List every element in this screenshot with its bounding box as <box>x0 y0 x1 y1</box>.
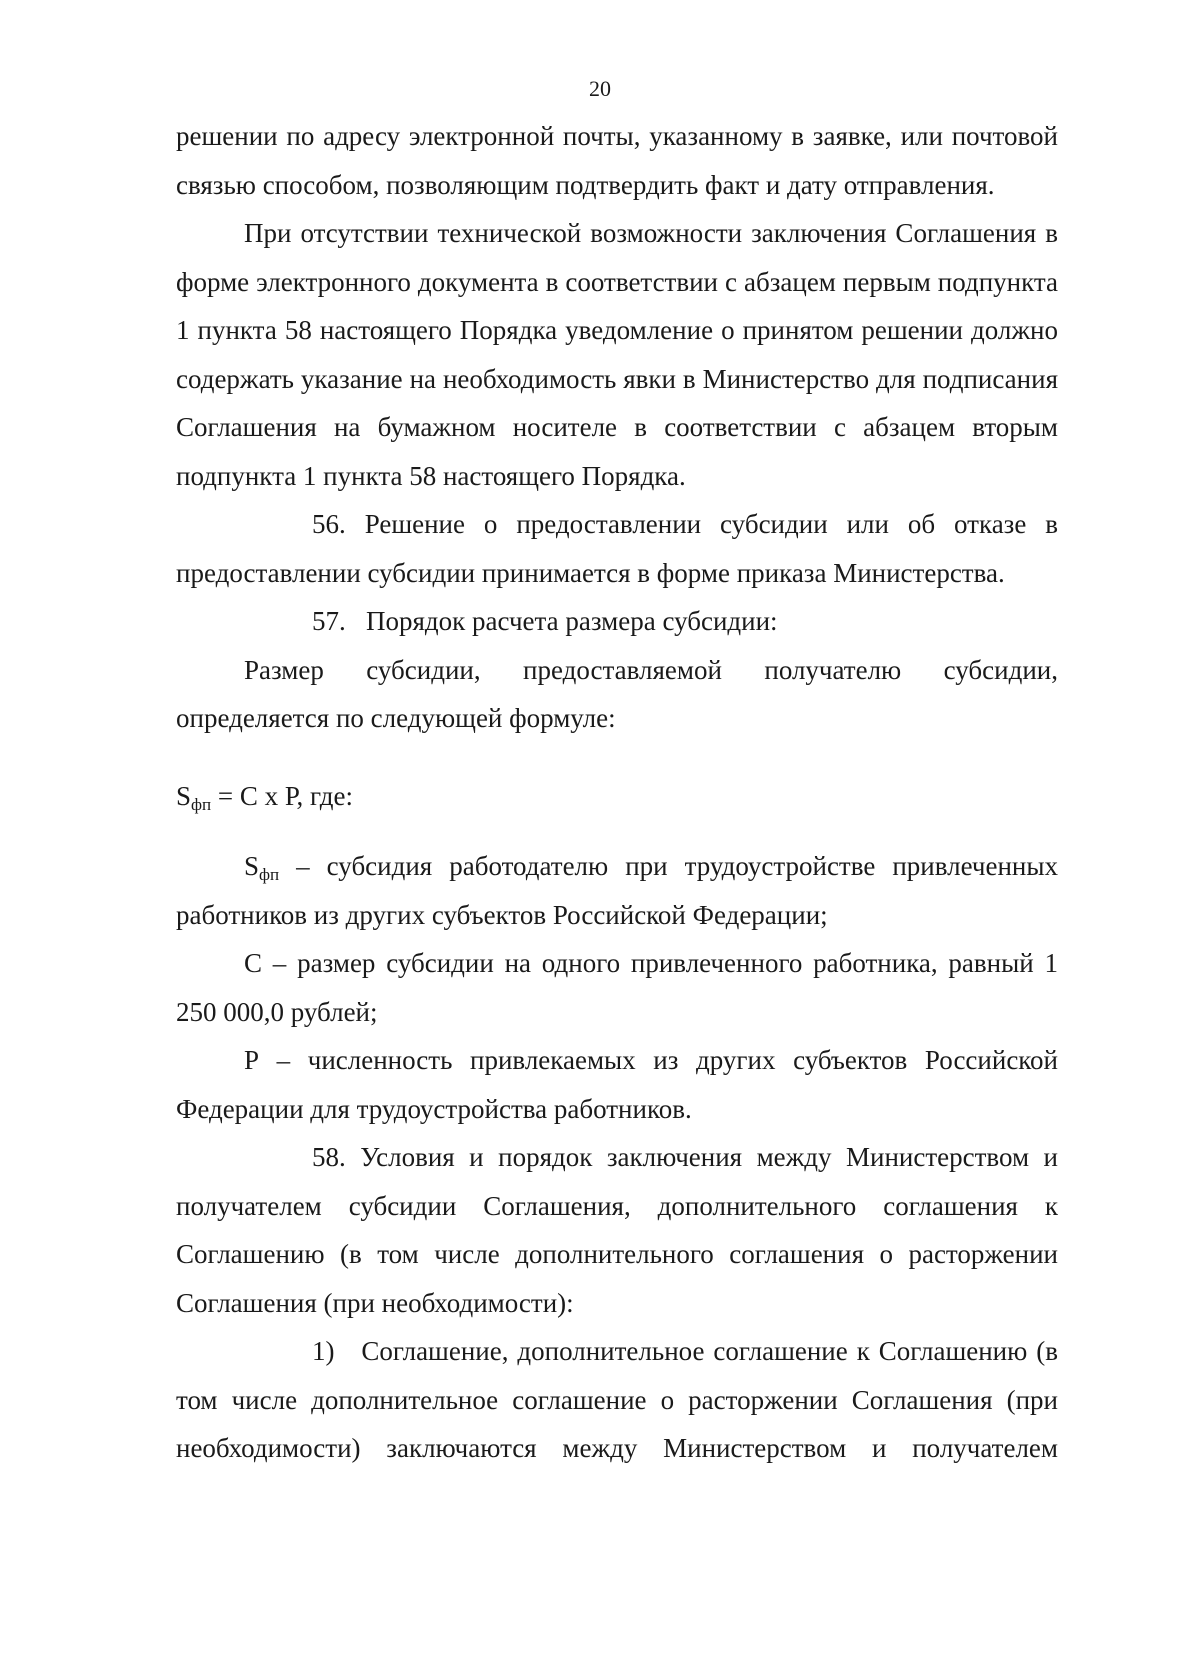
paragraph-56-number: 56. <box>312 509 346 539</box>
definition-s-symbol: S <box>244 851 260 881</box>
definition-p: Р – численность привлекаемых из других субъектов Российской Федерации для трудоустройства работников. <box>176 1045 1058 1124</box>
paragraph-58 <box>176 1133 1058 1327</box>
page-number: 20 <box>589 76 611 101</box>
paragraph-56 <box>176 500 1058 597</box>
paragraph-56-text: Решение о предоставлении субсидии или об отказе в предоставлении субсидии принимается в форме приказа Министерства. <box>176 509 1058 588</box>
definition-c: С – размер субсидии на одного привлеченного работника, равный 1 250 000,0 рублей; <box>176 948 1058 1027</box>
definition-s <box>176 842 1058 939</box>
paragraph-58-number: 58. <box>312 1142 346 1172</box>
paragraph-58-item-1-text: Соглашение, дополнительное соглашение к Соглашению (в том числе дополнительное соглашение о расторжении Соглашения (при необходимости) заключаются между Министерством и получателем <box>176 1336 1058 1463</box>
formula-expression: = С х Р, где: <box>211 780 353 811</box>
paragraph-57-number: 57. <box>312 606 346 636</box>
definition-s-text: – субсидия работодателю при трудоустройстве привлеченных работников из других субъектов Российской Федерации; <box>176 851 1058 930</box>
paragraph-57 <box>176 597 1058 646</box>
subsidy-formula <box>176 772 1058 821</box>
paragraph-58-item-1 <box>176 1327 1058 1473</box>
paragraph-subsidy-size: Размер субсидии, предоставляемой получателю субсидии, определяется по следующей формуле: <box>176 654 1058 733</box>
paragraph-58-item-1-number: 1) <box>312 1336 335 1366</box>
document-body <box>176 112 1058 1473</box>
formula-subscript: фп <box>191 794 212 814</box>
paragraph-58-text: Условия и порядок заключения между Министерством и получателем субсидии Соглашения, дополнительного соглашения к Соглашению (в том числе дополнительного соглашения о расторжении Соглашения (при необходимости): <box>176 1142 1059 1318</box>
formula-symbol-s: S <box>176 780 192 811</box>
paragraph-notification-continuation: решении по адресу электронной почты, указанному в заявке, или почтовой связью способом, позволяющим подтвердить факт и дату отправления. <box>176 121 1058 200</box>
definition-s-subscript: фп <box>259 865 280 884</box>
paragraph-57-text: Порядок расчета размера субсидии: <box>366 606 778 636</box>
paragraph-no-technical-possibility: При отсутствии технической возможности заключения Соглашения в форме электронного документа в соответствии с абзацем первым подпункта 1 пункта 58 настоящего Порядка уведомление о принятом решении должно содержать указание на необходимость явки в Министерство для подписания Соглашения на бумажном носителе в соответствии с абзацем вторым подпункта 1 пункта 58 настоящего Порядка. <box>176 218 1058 491</box>
